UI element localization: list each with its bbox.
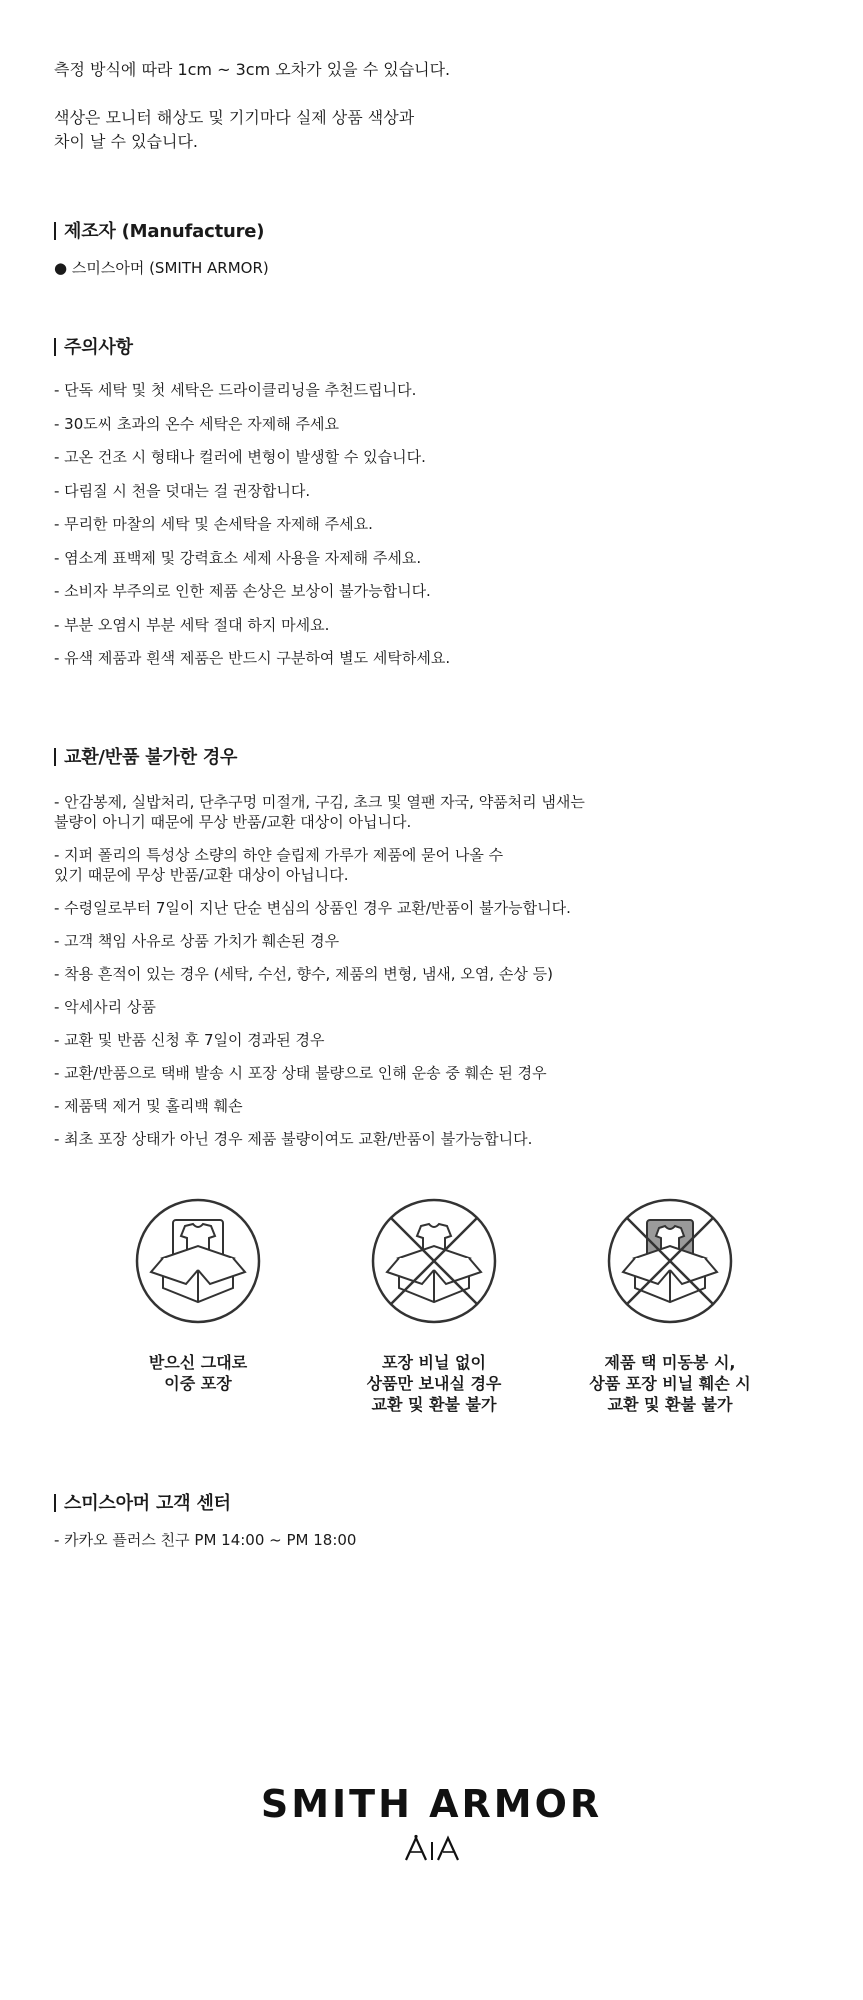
box-without-tag-crossed-icon <box>605 1196 735 1326</box>
packaging-caption: 제품 택 미동봉 시, 상품 포장 비닐 훼손 시 교환 및 환불 불가 <box>589 1353 751 1414</box>
packaging-icons <box>54 1196 814 1436</box>
packaging-icon-card <box>88 1196 308 1394</box>
list-item: - 교환/반품으로 택배 발송 시 포장 상태 불량으로 인해 운송 중 훼손 된 경우 <box>54 1064 547 1082</box>
list-item: - 안감봉제, 실밥처리, 단추구멍 미절개, 구김, 초크 및 열팬 자국, 약품처리 냄새는 불량이 아니기 때문에 무상 반품/교환 대상이 아닙니다. <box>54 793 585 831</box>
list-item: - 악세사리 상품 <box>54 998 156 1016</box>
packaging-icon-card <box>324 1196 544 1415</box>
box-without-bag-crossed-icon <box>369 1196 499 1326</box>
section-bar <box>54 1494 56 1512</box>
list-item: - 무리한 마찰의 세탁 및 손세탁을 자제해 주세요. <box>54 515 373 533</box>
list-item: - 착용 흔적이 있는 경우 (세탁, 수선, 향수, 제품의 변형, 냄새, 오염, 손상 등) <box>54 965 553 983</box>
list-item: - 다림질 시 천을 덧대는 걸 권장합니다. <box>54 481 311 500</box>
brand-mark-icon <box>402 1834 462 1862</box>
customer-center-title: 스미스아머 고객 센터 <box>54 1492 231 1516</box>
box-with-bagged-shirt-icon <box>133 1196 263 1326</box>
list-item: - 고객 책임 사유로 상품 가치가 훼손된 경우 <box>54 932 340 950</box>
color-note: 색상은 모니터 해상도 및 기기마다 실제 상품 색상과 차이 날 수 있습니다. <box>54 108 415 151</box>
manufacturer-title: 제조자 (Manufacture) <box>54 220 264 244</box>
list-item: - 소비자 부주의로 인한 제품 손상은 보상이 불가능합니다. <box>54 582 431 600</box>
section-bar <box>54 748 56 766</box>
list-item: - 교환 및 반품 신청 후 7일이 경과된 경우 <box>54 1031 325 1049</box>
list-item: - 고온 건조 시 형태나 컬러에 변형이 발생할 수 있습니다. <box>54 448 426 466</box>
no-return-title: 교환/반품 불가한 경우 <box>54 746 237 770</box>
section-bar <box>54 222 56 240</box>
section-bar <box>54 338 56 356</box>
manufacturer-item: ● 스미스아머 (SMITH ARMOR) <box>54 259 269 277</box>
list-item: - 유색 제품과 흰색 제품은 반드시 구분하여 별도 세탁하세요. <box>54 649 451 667</box>
list-item: - 최초 포장 상태가 아닌 경우 제품 불량이여도 교환/반품이 불가능합니다. <box>54 1130 533 1148</box>
packaging-caption: 포장 비닐 없이 상품만 보내실 경우 교환 및 환불 불가 <box>366 1353 502 1414</box>
caution-list <box>54 380 450 682</box>
packaging-icon-card <box>560 1196 780 1415</box>
list-item: - 30도씨 초과의 온수 세탁은 자제해 주세요 <box>54 414 339 433</box>
brand-footer <box>0 1782 863 1862</box>
list-item: - 염소계 표백제 및 강력효소 세제 사용을 자제해 주세요. <box>54 548 422 567</box>
brand-logo-text: SMITH ARMOR <box>260 1782 603 1826</box>
no-return-list <box>54 792 585 1162</box>
list-item: - 부분 오염시 부분 세탁 절대 하지 마세요. <box>54 615 330 634</box>
measurement-note: 측정 방식에 따라 1cm ~ 3cm 오차가 있을 수 있습니다. <box>54 60 451 79</box>
list-item: - 수령일로부터 7일이 지난 단순 변심의 상품인 경우 교환/반품이 불가능합니다. <box>54 899 571 917</box>
customer-center-hours: - 카카오 플러스 친구 PM 14:00 ~ PM 18:00 <box>54 1531 357 1549</box>
list-item: - 단독 세탁 및 첫 세탁은 드라이클리닝을 추천드립니다. <box>54 381 417 399</box>
packaging-caption: 받으신 그대로 이중 포장 <box>148 1353 248 1393</box>
list-item: - 지퍼 폴리의 특성상 소량의 하얀 슬립제 가루가 제품에 묻어 나올 수 있기 때문에 무상 반품/교환 대상이 아닙니다. <box>54 846 504 884</box>
caution-title: 주의사항 <box>54 336 133 360</box>
list-item: - 제품택 제거 및 홀리백 훼손 <box>54 1097 243 1115</box>
